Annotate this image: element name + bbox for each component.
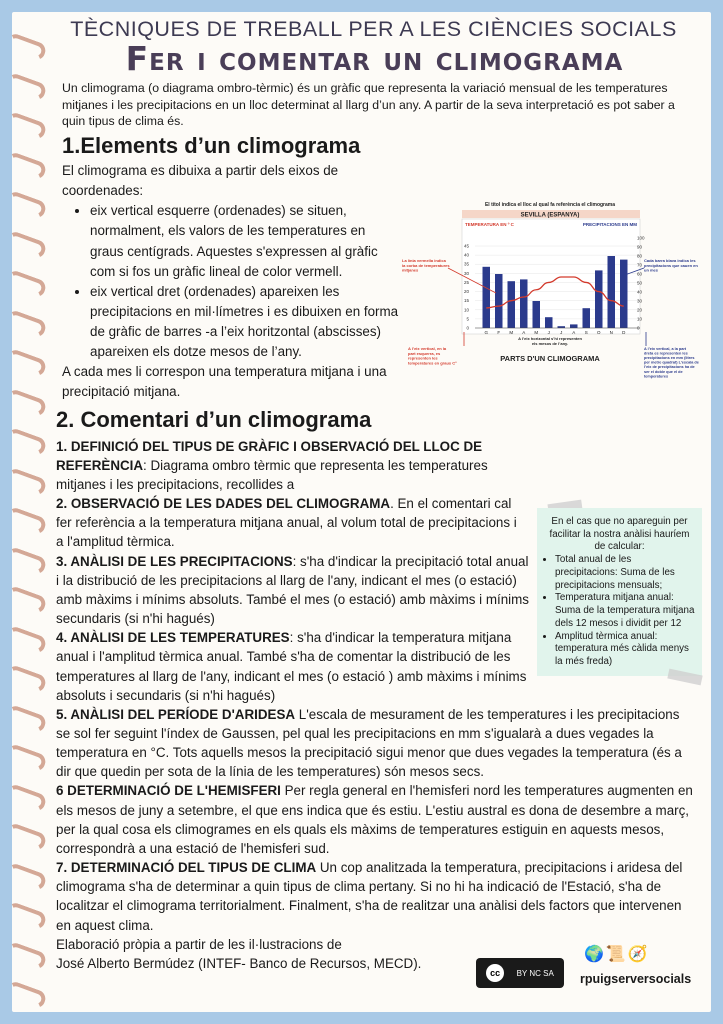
- month-label: J: [560, 330, 563, 335]
- left-tick-label: 45: [463, 243, 469, 249]
- precip-bar: [520, 279, 528, 328]
- spiral-ring: [4, 585, 48, 616]
- note-bullet: • Temperatura mitjana anual: Suma de la temperatura mitjana dels 12 mesos i dividit per 12: [555, 592, 696, 630]
- month-label: D: [622, 330, 626, 335]
- section1-body: [62, 161, 402, 402]
- right-tick-label: 70: [637, 262, 643, 268]
- left-tick-label: 15: [463, 298, 469, 304]
- chart-title: El títol indica el lloc al qual fa referència el climograma: [484, 202, 616, 208]
- section1-heading: 1.Elements d’un climograma: [62, 132, 361, 158]
- left-tick-label: 40: [463, 252, 469, 258]
- precip-bar: [570, 324, 578, 328]
- precip-bar: [483, 267, 491, 328]
- comment-item-1: 1. DEFINICIÓ DEL TIPUS DE GRÀFIC I OBSERVACIÓ DEL LLOC DE REFERÈNCIA: Diagrama ombro tèrmic que representa les temperatures mitjanes i les precipitacions, recollides a: [56, 438, 488, 492]
- annotation-line: La línia vermella indica la corba de temperatures mitjanes: [402, 258, 450, 273]
- annotation-left-axis: A l’eix vertical, en la part esquerra, es representen les temperatures en graus C°: [408, 346, 457, 366]
- spiral-ring: [4, 782, 48, 813]
- month-label: G: [484, 330, 489, 335]
- month-label: M: [534, 330, 539, 335]
- right-tick-label: 20: [637, 307, 643, 313]
- precip-bar: [583, 308, 591, 328]
- precip-bar: [508, 281, 516, 328]
- spiral-ring: [4, 150, 48, 181]
- spiral-ring: [4, 545, 48, 576]
- section2-heading: 2. Comentari d’un climograma: [56, 407, 372, 433]
- scroll-icon: 📜: [605, 946, 628, 963]
- spiral-ring: [4, 664, 48, 695]
- spiral-ring: [4, 111, 48, 142]
- precip-bar: [608, 256, 616, 328]
- section1-bullet: • eix vertical dret (ordenades) apareixen les precipitacions en mil·límetres i es dibuixen en forma de gràfic de barres -a l’eix horitzontal (abscisses) apareixen els dotze mesos de l’any.: [90, 282, 402, 362]
- credit-line-2: José Alberto Bermúdez (INTEF- Banco de Recursos, MECD).: [56, 955, 422, 971]
- precip-bar: [495, 274, 503, 328]
- cc-icon: cc: [486, 964, 504, 982]
- spiral-ring: [4, 624, 48, 655]
- month-label: A: [522, 330, 526, 335]
- right-tick-label: 10: [637, 316, 643, 322]
- license-text: BY NC SA: [516, 968, 554, 978]
- month-label: A: [572, 330, 576, 335]
- left-tick-label: 25: [463, 279, 469, 285]
- section1-list: [84, 201, 402, 362]
- left-tick-label: 30: [463, 270, 469, 276]
- credit-line-1: Elaboració pròpia a partir de les il·lustracions de: [56, 936, 342, 952]
- comment-item-5: 5. ANÀLISI DEL PERÍODE D'ARIDESA L'escala de mesurament de les temperatures i les precipitacions se sol fer seguint l'índex de Gaussen, pel qual les precipitacions en mm s'igualarà a dues vegades la temperatura en °C. Tots aquells mesos la precipitació sigui menor que dues vegades la temperatura (és a dir que quedin per sota de la línia de les temperatures) són mesos secs.: [56, 706, 682, 780]
- right-tick-label: 50: [637, 280, 643, 286]
- spiral-ring: [4, 703, 48, 734]
- spiral-ring: [4, 466, 48, 497]
- month-label: M: [509, 330, 514, 335]
- comment-item-3: 3. ANÀLISI DE LES PRECIPITACIONS: s'ha d'indicar la precipitació total anual i la distribució de les precipitacions al llarg de l'any, indicant el mes (o estació) amb màxims i mínims absoluts. També el mes (o estació) amb màxims i mínims secundaris (si n'hi hagués): [56, 553, 530, 627]
- note-intro: En el cas que no apareguin per facilitar la nostra anàlisi haurίem de calcular:: [549, 516, 690, 553]
- compass-icon: 🧭: [627, 946, 650, 963]
- right-tick-label: 100: [637, 235, 645, 241]
- left-tick-label: 10: [463, 307, 469, 313]
- note-bullet: • Amplitud tèrmica anual: temperatura més càlida menys la més freda): [555, 631, 696, 669]
- right-tick-label: 40: [637, 289, 643, 295]
- month-label: O: [596, 330, 601, 335]
- left-tick-label: 35: [463, 261, 469, 267]
- right-tick-label: 60: [637, 271, 643, 277]
- precip-bar: [620, 260, 628, 328]
- spiral-ring: [4, 427, 48, 458]
- precip-bar: [595, 270, 603, 328]
- author-handle: rpuigserversocials: [580, 972, 692, 986]
- supertitle: TÈCNIQUES DE TREBALL PER A LES CIÈNCIES SOCIALS: [70, 17, 677, 41]
- left-tick-label: 20: [463, 289, 469, 295]
- intro-paragraph: Un climograma (o diagrama ombro-tèrmic) és un gràfic que representa la variació mensual de les temperatures mitjanes i les precipitacions en un lloc determinat al llarg d’un any. A partir de la seva interpretació es pot saber a quin tipus de clima és.: [62, 81, 675, 128]
- right-tick-label: 90: [637, 244, 643, 250]
- page-title: Fer i comentar un climograma: [125, 38, 624, 78]
- right-axis-label: PRECIPITACIONS EN MM: [582, 222, 637, 227]
- note-bullet: • Total anual de les precipitacions: Suma de les precipitacions mensuals;: [555, 554, 696, 592]
- cc-license-badge[interactable]: [476, 958, 564, 988]
- left-tick-label: 0: [466, 325, 469, 331]
- spiral-ring: [4, 269, 48, 300]
- comment-item-6: 6 DETERMINACIÓ DE L'HEMISFERI Per regla general en l'hemisferi nord les temperatures augmenten en els mesos de juny a setembre, el que ens indica que és estiu. L'estiu austral es dona de desembre a març, per la qual cosa els climogrames en els quals els màxims de temperatures estiguin en aquests mesos, correspondrà a una estació de l'hemisferi sud.: [56, 783, 693, 856]
- author-icons: [584, 944, 650, 964]
- comment-item-2: 2. OBSERVACIÓ DE LES DADES DEL CLIMOGRAMA. En el comentari cal fer referència a la temperatura mitjana anual, al volum total de precipitacions i a l'amplitud tèrmica.: [56, 496, 517, 550]
- section1-lead: El climograma es dibuixa a partir dels eixos de coordenades:: [62, 163, 339, 199]
- right-tick-label: 30: [637, 298, 643, 304]
- spiral-ring: [4, 940, 48, 971]
- annotation-bottom-axis: A l’eix horizontal s’hi representen els mesos de l’any.: [518, 336, 582, 346]
- precip-bar: [533, 301, 541, 328]
- spiral-ring: [4, 387, 48, 418]
- note-list: [555, 554, 696, 669]
- annotation-bars: Cada barra blava indica les precipitacions que cauen en un mes: [644, 258, 698, 273]
- left-tick-label: 5: [466, 316, 469, 322]
- annotation-right-axis: A l’eix vertical, a la part dreta es representen les precipitacions en mm (litres per metre quadrat) L’escala de l’eix de precipitacions ha de ser el doble que el de temperatures: [644, 347, 699, 379]
- spiral-ring: [4, 308, 48, 339]
- month-label: S: [584, 330, 588, 335]
- spiral-ring: [4, 901, 48, 932]
- month-label: N: [609, 330, 613, 335]
- calculation-note: [537, 508, 702, 676]
- spiral-ring: [4, 861, 48, 892]
- main-content: [56, 17, 695, 973]
- section1-closing: A cada mes li correspon una temperatura mitjana i una precipitació mitjana.: [62, 364, 387, 400]
- comment-item-7: 7. DETERMINACIÓ DEL TIPUS DE CLIMA Un cop analitzada la temperatura, precipitacions i aridesa del climograma s'ha de determinar a quin tipus de clima pertany. Si no hi ha indicació de l'Estació, s'ha de localitzar el climograma territorialment. Finalment, s'ha de realitzar una anàlisi dels factors que intervenen en aquest clima.: [56, 860, 683, 933]
- comment-item-4: 4. ANÀLISI DE LES TEMPERATURES: s'ha d'indicar la temperatura mitjana anual i l'amplitud tèrmica anual. També s'ha de comentar la distribució de les temperatures al llarg de l'any, indicant el mes (o estació ) amb màxims i mínims absoluts i secundaris (si n'hi hagués): [56, 630, 527, 703]
- right-tick-label: 0: [637, 325, 640, 331]
- precip-bar: [545, 317, 553, 328]
- chart-place: SEVILLA (ESPANYA): [520, 212, 580, 219]
- spiral-ring: [4, 229, 48, 260]
- spiral-ring: [4, 348, 48, 379]
- spiral-ring: [4, 71, 48, 102]
- spiral-ring: [4, 980, 48, 1011]
- month-label: F: [497, 330, 501, 335]
- climograph-figure: [400, 198, 700, 388]
- left-axis-label: TEMPERATURA EN º C: [465, 222, 514, 227]
- spiral-ring: [4, 822, 48, 853]
- month-label: J: [547, 330, 550, 335]
- spiral-ring: [4, 190, 48, 221]
- chart-caption: PARTS D'UN CLIMOGRAMA: [500, 354, 600, 363]
- spiral-ring: [4, 506, 48, 537]
- globe-icon: 🌍: [584, 946, 606, 963]
- section1-bullet: • eix vertical esquerre (ordenades) se situen, normalment, els valors de les temperatures en graus centígrads. Aquestes s'expressen al gràfic com si fos un gràfic lineal de color vermell.: [90, 201, 402, 281]
- right-tick-label: 80: [637, 253, 643, 259]
- spiral-ring: [4, 32, 48, 63]
- climograph-svg: [400, 198, 700, 388]
- spiral-ring: [4, 743, 48, 774]
